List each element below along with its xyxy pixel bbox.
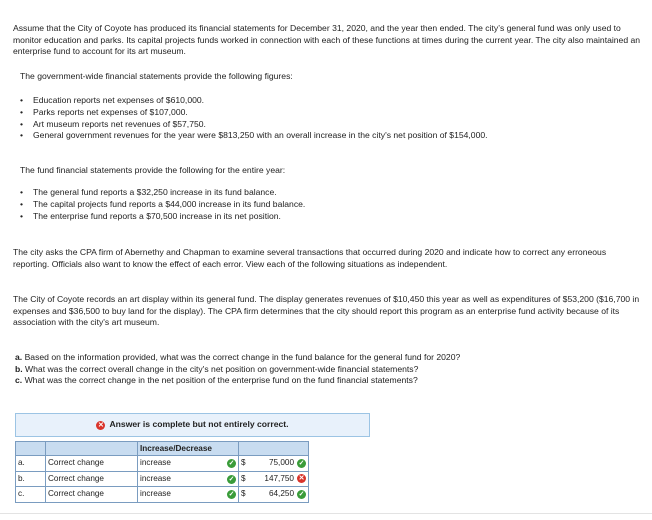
situation-paragraph: The City of Coyote records an art display within its general fund. The display generates revenues of $10,450 this year as well as expenditures of $53,200 ($16,700 in expenses and $36,500 to buy land for the display). The CPA firm determines that the city should report this program as an enterprise fund activity because of its association with the city's art museum. xyxy=(13,294,640,328)
x-circle-icon: ✕ xyxy=(98,421,104,429)
row-description: Correct change xyxy=(46,487,138,503)
answer-status-text: Answer is complete but not entirely correct. xyxy=(109,419,289,430)
amount-input[interactable]: 75,000 xyxy=(268,458,294,468)
direction-select[interactable]: increase xyxy=(138,487,221,503)
direction-select[interactable]: increase xyxy=(138,456,221,472)
check-circle-icon: ✓ xyxy=(228,460,235,468)
list-item: • The general fund reports a $32,250 increase in its fund balance. xyxy=(20,187,640,199)
list-item: • The enterprise fund reports a $70,500 increase in its net position. xyxy=(20,211,640,223)
row-description: Correct change xyxy=(46,471,138,487)
row-letter: b. xyxy=(16,471,46,487)
currency-symbol: $ xyxy=(239,456,249,472)
check-circle-icon: ✓ xyxy=(298,459,305,467)
table-row xyxy=(16,471,309,487)
row-letter: a. xyxy=(16,456,46,472)
gov-wide-intro: The government-wide financial statements provide the following figures: xyxy=(20,71,293,81)
currency-symbol: $ xyxy=(239,487,249,503)
list-item: • Parks reports net expenses of $107,000. xyxy=(20,107,640,119)
table-row xyxy=(16,487,309,503)
fund-list xyxy=(20,187,640,222)
question-a: a. Based on the information provided, what was the correct change in the fund balance for the general fund for 2020? xyxy=(15,352,461,362)
amount-input[interactable]: 147,750 xyxy=(264,473,294,483)
direction-select[interactable]: increase xyxy=(138,471,221,487)
question-c: c. What was the correct change in the net position of the enterprise fund on the fund financial statements? xyxy=(15,375,418,386)
list-item: • The capital projects fund reports a $44,000 increase in its fund balance. xyxy=(20,199,640,211)
list-item: • General government revenues for the year were $813,250 with an overall increase in the city's net position of $154,000. xyxy=(20,130,640,142)
question-b: b. What was the correct overall change in the city's net position on government-wide financial statements? xyxy=(15,363,419,374)
answer-status-banner xyxy=(15,413,370,437)
cpa-paragraph: The city asks the CPA firm of Abernethy and Chapman to examine several transactions that occurred during 2020 and indicate how to correct any erroneous reporting. Officials also want to know the effect of each error. View each of the following situations as independent. xyxy=(13,247,607,269)
check-circle-icon: ✓ xyxy=(298,490,305,498)
intro-paragraph: Assume that the City of Coyote has produced its financial statements for December 31, 2020, and the year then ended. The city’s general fund was only used to monitor education and parks. Its capital projects funds worked in connection with each of these functions at times during the current year. The city also maintained an enterprise fund to account for its art museum. xyxy=(13,23,641,57)
list-item: • Education reports net expenses of $610,000. xyxy=(20,95,640,107)
fund-intro: The fund financial statements provide the following for the entire year: xyxy=(20,165,286,175)
gov-wide-list xyxy=(20,95,640,142)
check-circle-icon: ✓ xyxy=(228,491,235,499)
questions-block xyxy=(15,352,643,387)
divider xyxy=(0,513,652,514)
row-description: Correct change xyxy=(46,456,138,472)
currency-symbol: $ xyxy=(239,471,249,487)
list-item: • Art museum reports net revenues of $57,750. xyxy=(20,119,640,131)
table-row xyxy=(16,456,309,472)
x-circle-icon: ✕ xyxy=(298,475,305,483)
column-header: Increase/Decrease xyxy=(138,442,221,456)
answer-table xyxy=(15,441,309,503)
check-circle-icon: ✓ xyxy=(228,475,235,483)
amount-input[interactable]: 64,250 xyxy=(268,489,294,499)
row-letter: c. xyxy=(16,487,46,503)
table-header-row xyxy=(16,442,309,456)
